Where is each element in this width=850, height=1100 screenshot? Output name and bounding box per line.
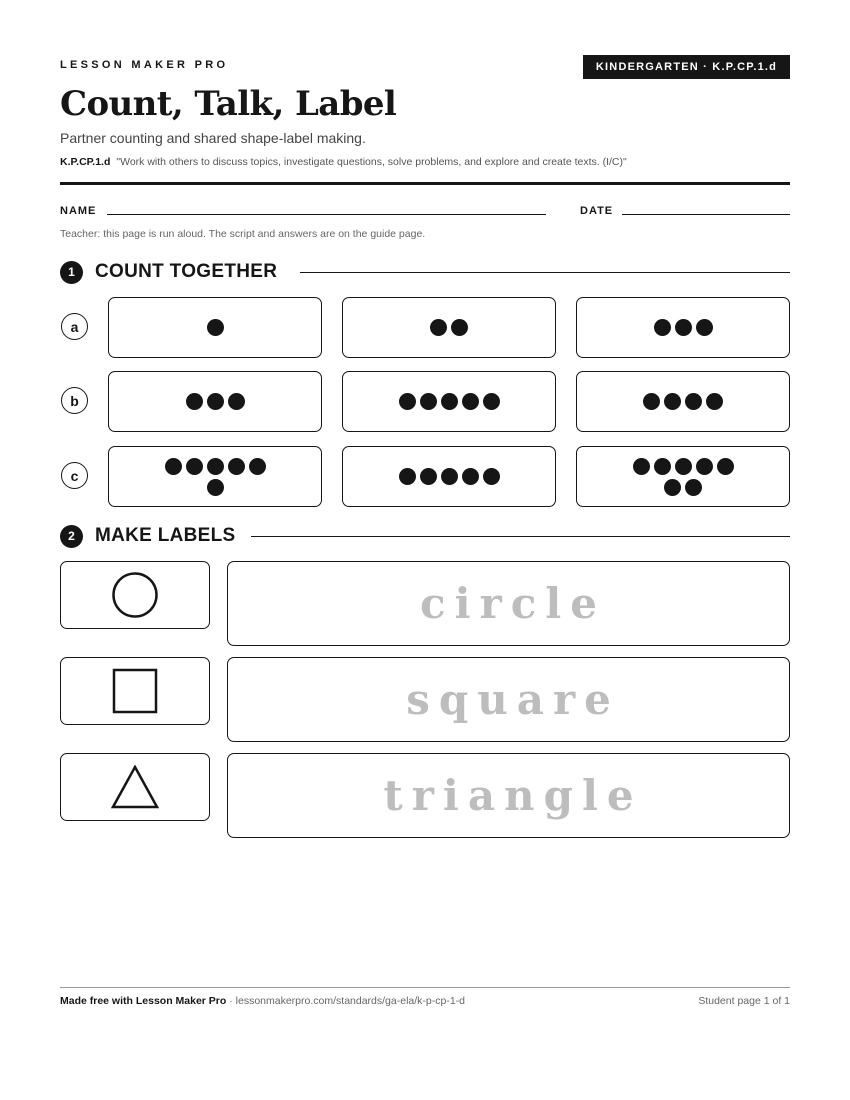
- count-dot: [483, 468, 500, 485]
- name-label: NAME: [60, 205, 97, 217]
- count-dot: [664, 479, 681, 496]
- footer-url[interactable]: lessonmakerpro.com/standards/ga-ela/k-p-cp-1-d: [235, 995, 466, 1007]
- count-dot: [186, 458, 203, 475]
- label-box-circle[interactable]: [227, 561, 790, 646]
- header-divider: [60, 182, 790, 185]
- standard-line: [60, 156, 627, 168]
- dot-group: [628, 319, 738, 336]
- section-title: COUNT TOGETHER: [95, 261, 278, 282]
- count-dot: [696, 319, 713, 336]
- dot-group: [628, 458, 738, 496]
- count-dot: [207, 319, 224, 336]
- count-dot: [186, 393, 203, 410]
- page-subtitle: Partner counting and shared shape-label making.: [60, 130, 366, 146]
- count-dot: [441, 393, 458, 410]
- count-dot: [420, 393, 437, 410]
- count-box: [342, 297, 556, 358]
- dot-group: [628, 393, 738, 410]
- count-box: [342, 371, 556, 432]
- date-field[interactable]: [622, 214, 790, 215]
- count-dot: [483, 393, 500, 410]
- shape-card-square: [60, 657, 210, 725]
- section-rule: [300, 272, 790, 273]
- shape-card-circle: [60, 561, 210, 629]
- count-box: [108, 446, 322, 507]
- count-dot: [207, 393, 224, 410]
- label-box-square[interactable]: [227, 657, 790, 742]
- count-dot: [717, 458, 734, 475]
- count-dot: [207, 479, 224, 496]
- standard-code: K.P.CP.1.d: [60, 156, 111, 168]
- count-dot: [633, 458, 650, 475]
- trace-word: triangle: [383, 771, 643, 820]
- count-box: [108, 371, 322, 432]
- count-dot: [685, 393, 702, 410]
- shape-card-triangle: [60, 753, 210, 821]
- dot-group: [394, 468, 504, 485]
- count-dot: [249, 458, 266, 475]
- dot-group: [160, 393, 270, 410]
- footer-divider: [60, 987, 790, 988]
- grade-badge: KINDERGARTEN · K.P.CP.1.d: [583, 55, 790, 79]
- circle-shape-icon: [111, 571, 159, 619]
- count-dot: [643, 393, 660, 410]
- count-dot: [664, 393, 681, 410]
- count-dot: [654, 458, 671, 475]
- section-count-together-heading: [60, 260, 277, 284]
- count-dot: [696, 458, 713, 475]
- square-shape-icon: [112, 668, 158, 714]
- dot-group: [394, 319, 504, 336]
- count-dot: [399, 468, 416, 485]
- row-letter: c: [61, 462, 88, 489]
- count-dot: [675, 319, 692, 336]
- count-dot: [675, 458, 692, 475]
- count-box: [108, 297, 322, 358]
- trace-word: square: [406, 675, 620, 724]
- dot-group: [160, 319, 270, 336]
- section-title: MAKE LABELS: [95, 525, 236, 546]
- label-box-triangle[interactable]: [227, 753, 790, 838]
- count-box: [576, 446, 790, 507]
- count-dot: [228, 393, 245, 410]
- count-dot: [462, 468, 479, 485]
- teacher-note: Teacher: this page is run aloud. The script and answers are on the guide page.: [60, 228, 426, 240]
- section-rule: [251, 536, 790, 537]
- count-dot: [451, 319, 468, 336]
- date-label: DATE: [580, 205, 614, 217]
- footer-page-number: Student page 1 of 1: [698, 995, 790, 1007]
- row-letter: b: [61, 387, 88, 414]
- footer-credit: [60, 995, 465, 1007]
- count-box: [576, 371, 790, 432]
- count-dot: [207, 458, 224, 475]
- dot-group: [394, 393, 504, 410]
- count-dot: [420, 468, 437, 485]
- footer-made-with: Made free with Lesson Maker Pro: [60, 995, 227, 1007]
- count-dot: [441, 468, 458, 485]
- footer-separator: ·: [226, 995, 236, 1007]
- count-dot: [654, 319, 671, 336]
- count-dot: [706, 393, 723, 410]
- row-letter: a: [61, 313, 88, 340]
- count-dot: [685, 479, 702, 496]
- count-dot: [228, 458, 245, 475]
- count-dot: [462, 393, 479, 410]
- count-dot: [399, 393, 416, 410]
- count-dot: [165, 458, 182, 475]
- count-box: [576, 297, 790, 358]
- dot-group: [160, 458, 270, 496]
- page-title: Count, Talk, Label: [60, 84, 397, 124]
- name-field[interactable]: [107, 214, 546, 215]
- triangle-shape-icon: [111, 765, 159, 809]
- count-dot: [430, 319, 447, 336]
- count-box: [342, 446, 556, 507]
- trace-word: circle: [420, 579, 606, 628]
- section-make-labels-heading: [60, 524, 236, 548]
- brand-name: LESSON MAKER PRO: [60, 59, 229, 71]
- section-number-badge: 1: [60, 261, 83, 284]
- standard-text: "Work with others to discuss topics, investigate questions, solve problems, and explore and create texts. (I/C)": [116, 156, 627, 168]
- section-number-badge: 2: [60, 525, 83, 548]
